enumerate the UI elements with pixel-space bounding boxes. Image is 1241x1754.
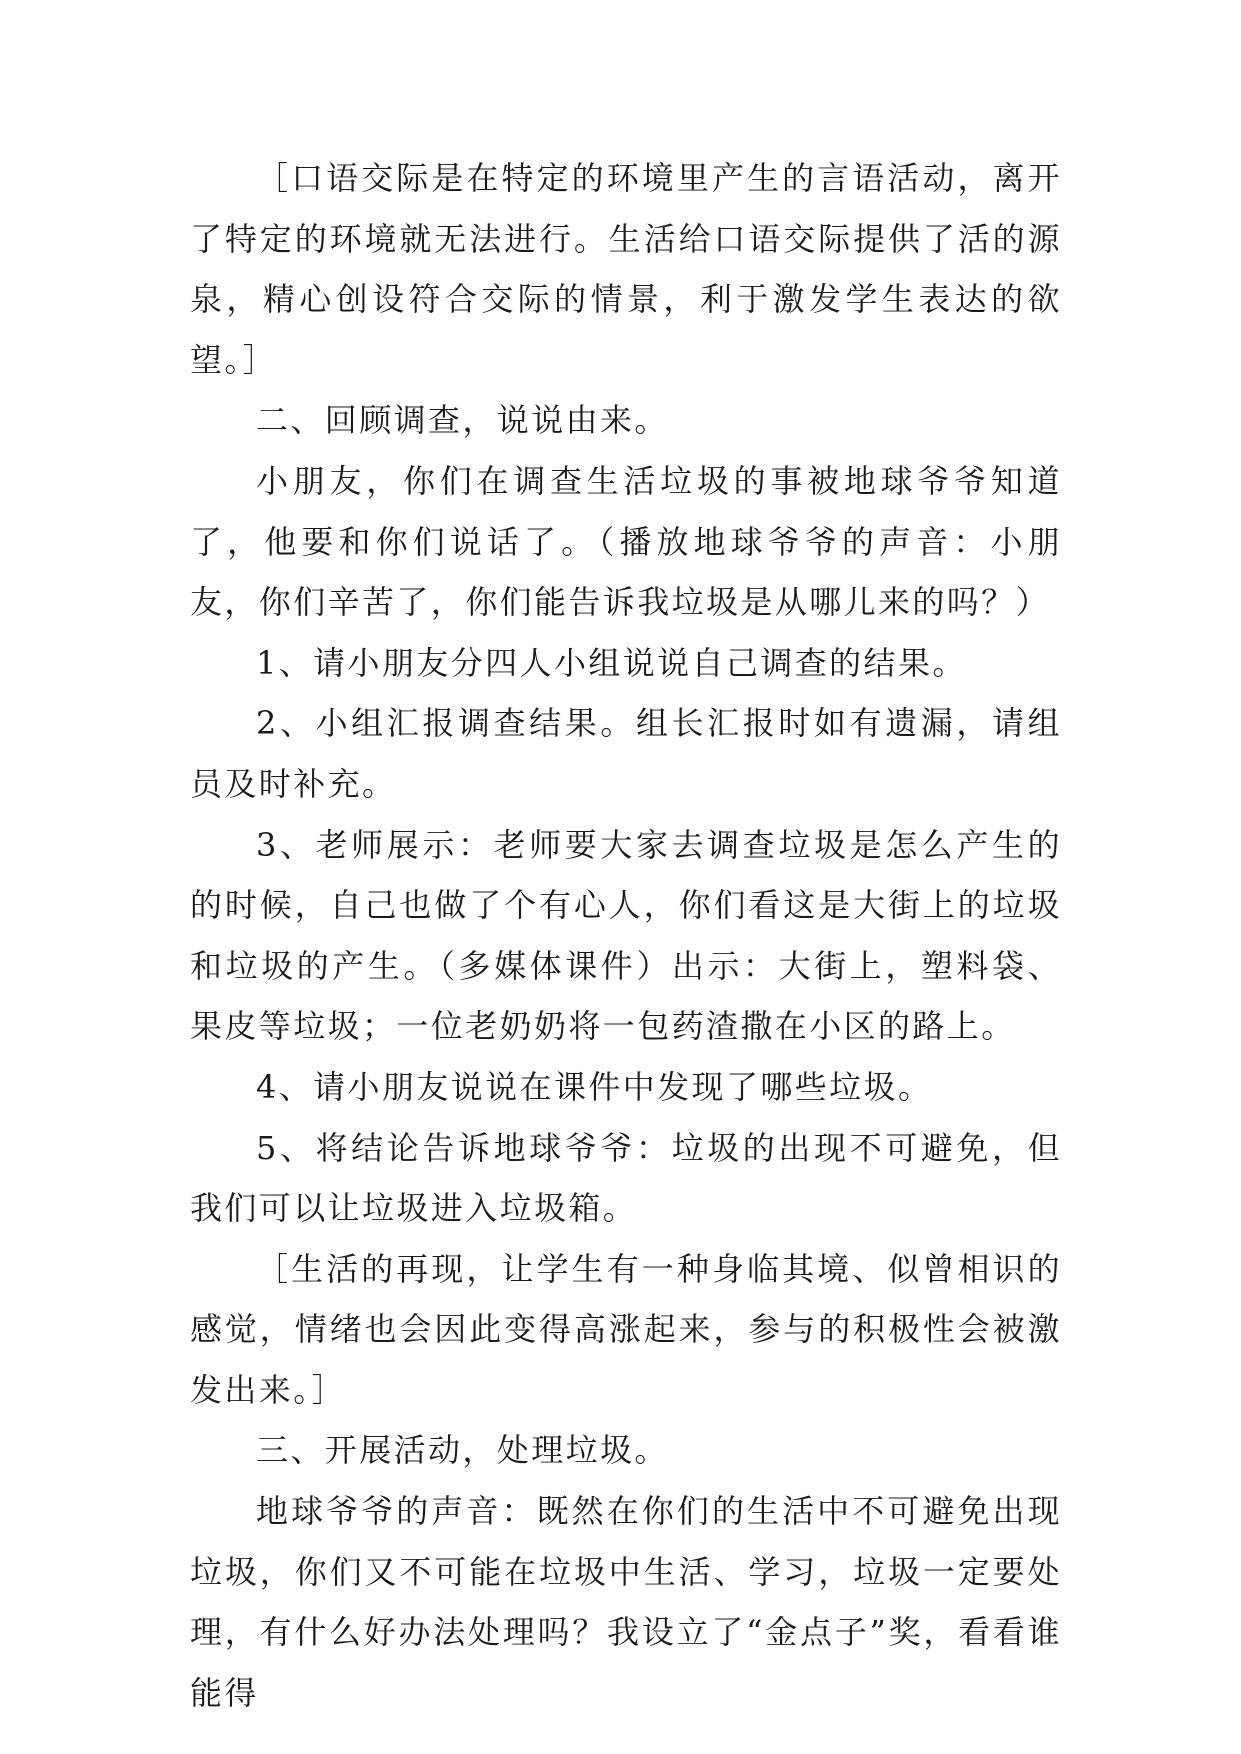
paragraph-earth-grandpa-voice: 地球爷爷的声音：既然在你们的生活中不可避免出现垃圾，你们又不可能在垃圾中生活、学习，垃圾一定要处理，有什么好办法处理吗？我设立了“金点子”奖，看看谁能得 [190,1492,1062,1712]
paragraph-note-life-reproduction: ［生活的再现，让学生有一种身临其境、似曾相识的感觉，情绪也会因此变得高涨起来，参与的积极性会被激发出来。］ [190,1249,1062,1409]
section-heading-review-survey: 二、回顾调查，说说由来。 [256,401,669,440]
section-heading-activities: 三、开展活动，处理垃圾。 [256,1431,669,1470]
list-item-2: 2、小组汇报调查结果。组长汇报时如有遗漏，请组员及时补充。 [190,704,1062,803]
document-page [190,148,1062,1723]
list-item-1: 1、请小朋友分四人小组说说自己调查的结果。 [256,643,967,682]
list-item-5: 5、将结论告诉地球爷爷：垃圾的出现不可避免，但我们可以让垃圾进入垃圾箱。 [190,1128,1062,1228]
list-item-3: 3、老师展示：老师要大家去调查垃圾是怎么产生的的时候，自己也做了个有心人，你们看这是大街上的垃圾和垃圾的产生。（多媒体课件）出示：大街上，塑料袋、果皮等垃圾；一位老奶奶将一包药渣撒在小区的路上。 [190,825,1062,1046]
list-item-4: 4、请小朋友说说在课件中发现了哪些垃圾。 [256,1067,933,1106]
paragraph-note-oral-communication: ［口语交际是在特定的环境里产生的言语活动，离开了特定的环境就无法进行。生活给口语交际提供了活的源泉，精心创设符合交际的情景，利于激发学生表达的欲望。］ [190,159,1062,379]
paragraph-earth-grandpa-intro: 小朋友，你们在调查生活垃圾的事被地球爷爷知道了，他要和你们说话了。（播放地球爷爷的声音：小朋友，你们辛苦了，你们能告诉我垃圾是从哪儿来的吗？） [190,461,1062,622]
